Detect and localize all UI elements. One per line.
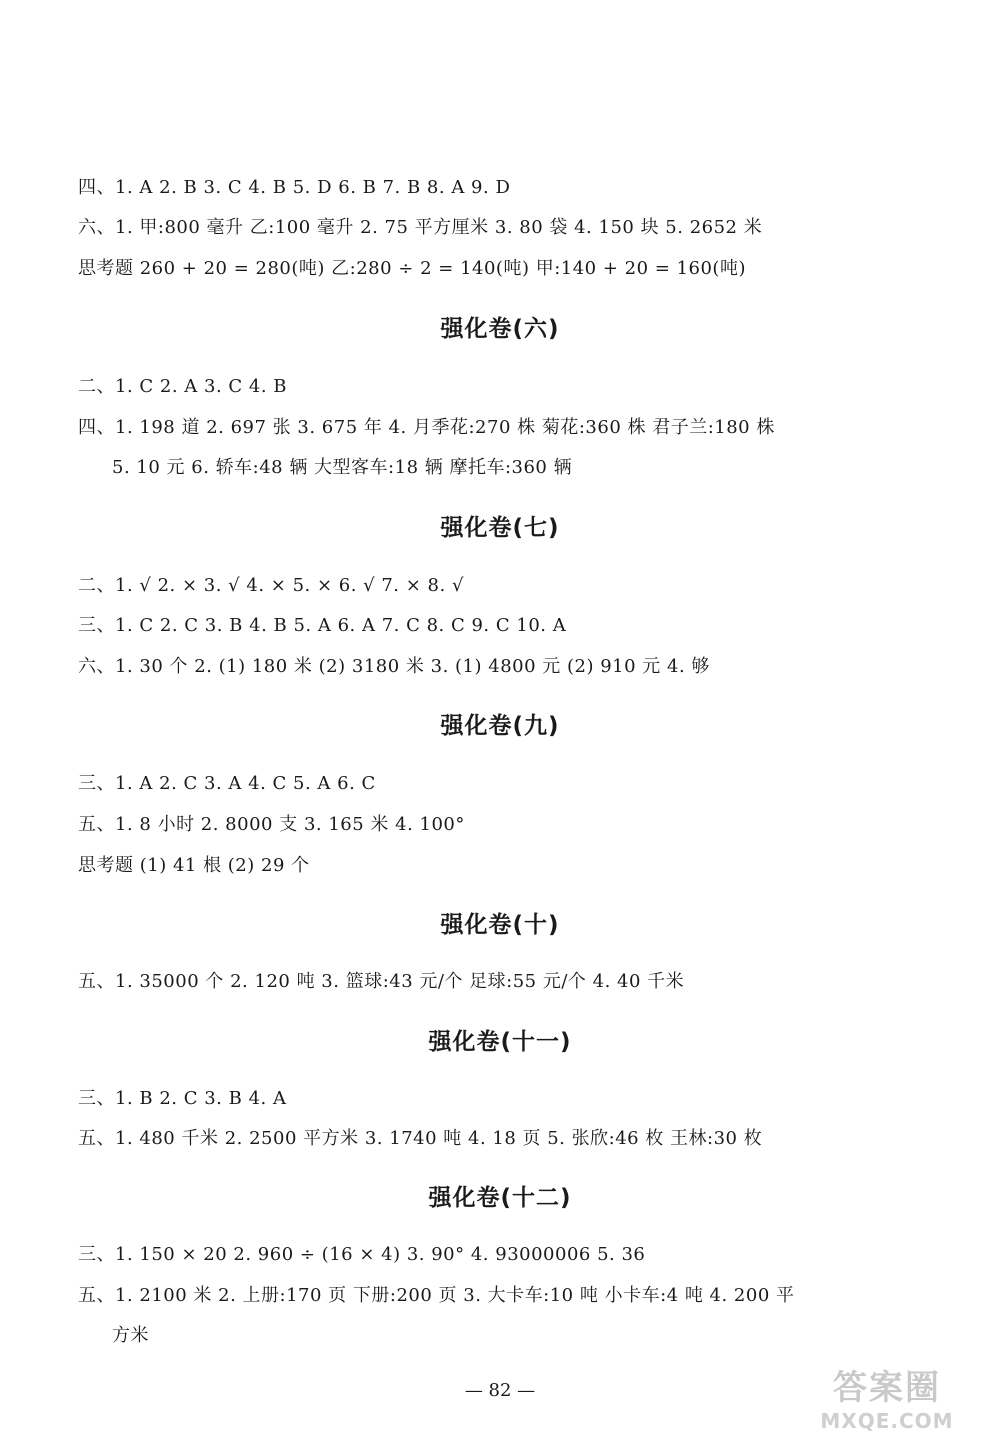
answer-line: 三、1. B 2. C 3. B 4. A bbox=[78, 1088, 287, 1109]
heading-quiz-9: 强化卷(九) bbox=[440, 713, 560, 739]
watermark bbox=[782, 1360, 992, 1433]
answer-line: 五、1. 2100 米 2. 上册:170 页 下册:200 页 3. 大卡车:10 吨 小卡车:4 吨 4. 200 平 bbox=[78, 1285, 795, 1306]
answer-line: 二、1. C 2. A 3. C 4. B bbox=[78, 376, 288, 397]
answer-line-section-6: 六、1. 甲:800 毫升 乙:100 毫升 2. 75 平方厘米 3. 80 袋 4. 150 块 5. 2652 米 bbox=[78, 217, 763, 238]
answer-line: 二、1. √ 2. × 3. √ 4. × 5. × 6. √ 7. × 8. √ bbox=[78, 575, 464, 596]
answer-line: 六、1. 30 个 2. (1) 180 米 (2) 3180 米 3. (1) 4800 元 (2) 910 元 4. 够 bbox=[78, 656, 710, 677]
answer-line-continued: 方米 bbox=[112, 1325, 149, 1346]
heading-quiz-7: 强化卷(七) bbox=[440, 515, 560, 541]
answer-line: 三、1. A 2. C 3. A 4. C 5. A 6. C bbox=[78, 773, 376, 794]
watermark-url: MXQE.COM bbox=[820, 1409, 954, 1433]
watermark-logo: 答案圈 bbox=[833, 1368, 941, 1408]
thinking-question-line: 思考题 260 + 20 = 280(吨) 乙:280 ÷ 2 = 140(吨) 甲:140 + 20 = 160(吨) bbox=[78, 258, 746, 279]
answer-line: 三、1. C 2. C 3. B 4. B 5. A 6. A 7. C 8. C 9. C 10. A bbox=[78, 615, 567, 636]
page-number: — 82 — bbox=[464, 1380, 536, 1401]
heading-quiz-6: 强化卷(六) bbox=[440, 316, 560, 342]
answer-line-continued: 5. 10 元 6. 轿车:48 辆 大型客车:18 辆 摩托车:360 辆 bbox=[112, 457, 573, 478]
answer-line-section-4: 四、1. A 2. B 3. C 4. B 5. D 6. B 7. B 8. A 9. D bbox=[78, 177, 511, 198]
heading-quiz-11: 强化卷(十一) bbox=[428, 1029, 572, 1055]
heading-quiz-12: 强化卷(十二) bbox=[428, 1185, 572, 1211]
answer-line: 五、1. 8 小时 2. 8000 支 3. 165 米 4. 100° bbox=[78, 814, 465, 835]
thinking-question-line: 思考题 (1) 41 根 (2) 29 个 bbox=[78, 855, 310, 876]
answer-line: 五、1. 480 千米 2. 2500 平方米 3. 1740 吨 4. 18 页 5. 张欣:46 枚 王林:30 枚 bbox=[78, 1128, 763, 1149]
answer-line: 五、1. 35000 个 2. 120 吨 3. 篮球:43 元/个 足球:55 元/个 4. 40 千米 bbox=[78, 971, 685, 992]
answer-line: 三、1. 150 × 20 2. 960 ÷ (16 × 4) 3. 90° 4. 93000006 5. 36 bbox=[78, 1244, 646, 1265]
heading-quiz-10: 强化卷(十) bbox=[440, 912, 560, 938]
answer-line: 四、1. 198 道 2. 697 张 3. 675 年 4. 月季花:270 株 菊花:360 株 君子兰:180 株 bbox=[78, 417, 775, 438]
